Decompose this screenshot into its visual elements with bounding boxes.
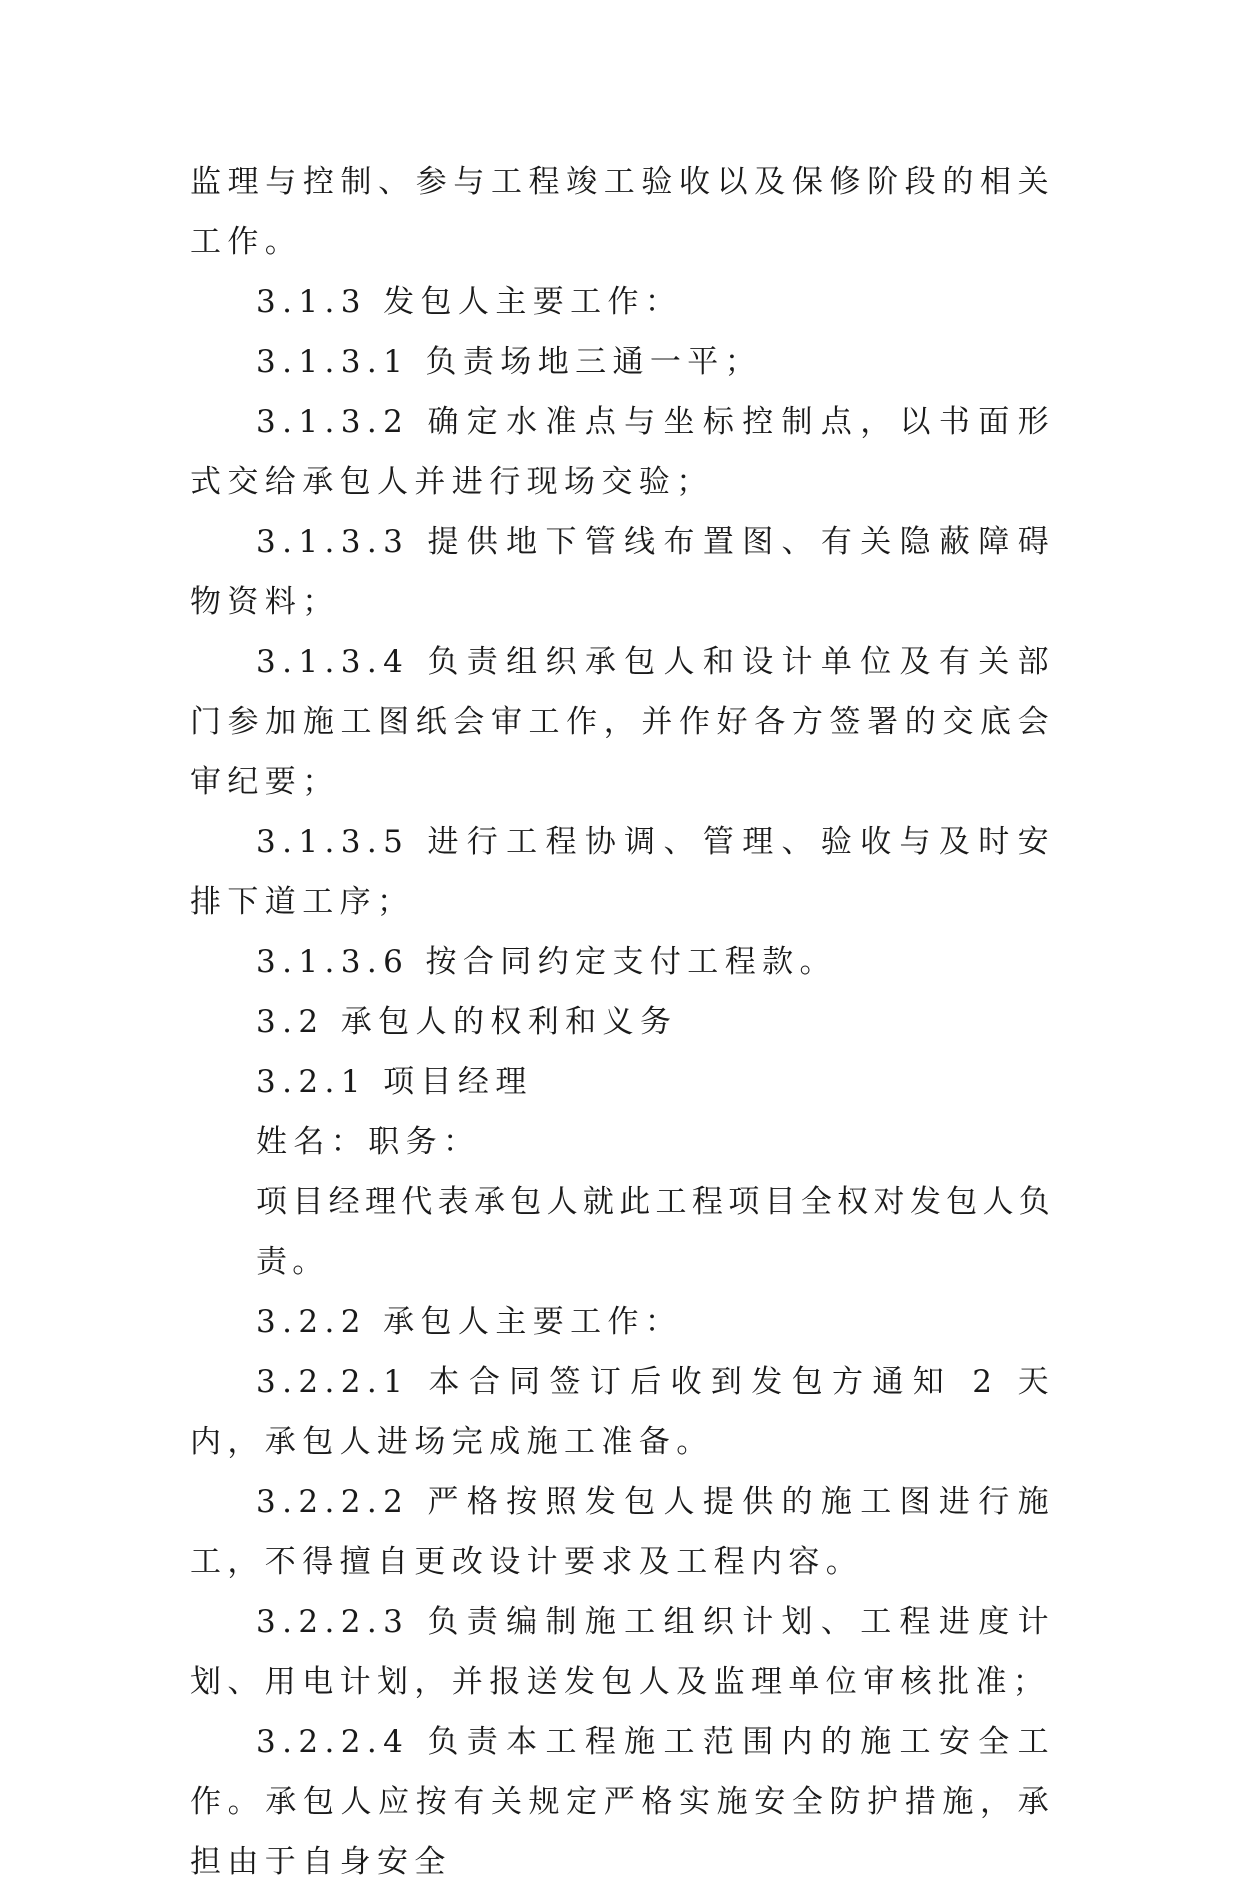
clause-3-1-3-3: 3.1.3.3 提供地下管线布置图、有关隐蔽障碍物资料； bbox=[190, 524, 1055, 620]
manager-responsibility: 项目经理代表承包人就此工程项目全权对发包人负责。 bbox=[256, 1184, 1055, 1280]
clause-3-1-3-5: 3.1.3.5 进行工程协调、管理、验收与及时安排下道工序； bbox=[190, 824, 1055, 920]
clause-3-1-3-6: 3.1.3.6 按合同约定支付工程款。 bbox=[256, 944, 837, 980]
paragraph-continuation: 监理与控制、参与工程竣工验收以及保修阶段的相关工作。 bbox=[190, 164, 1055, 260]
name-title-line: 姓名：职务： bbox=[256, 1124, 481, 1160]
heading-3-1-3: 3.1.3 发包人主要工作： bbox=[256, 284, 683, 320]
clause-3-1-3-2: 3.1.3.2 确定水准点与坐标控制点，以书面形式交给承包人并进行现场交验； bbox=[190, 404, 1055, 500]
clause-3-1-3-1: 3.1.3.1 负责场地三通一平； bbox=[256, 344, 763, 380]
clause-3-1-3-4: 3.1.3.4 负责组织承包人和设计单位及有关部门参加施工图纸会审工作，并作好各方签署的交底会审纪要； bbox=[190, 644, 1055, 800]
document-body bbox=[190, 152, 1055, 1892]
clause-3-2-2-3: 3.2.2.3 负责编制施工组织计划、工程进度计划、用电计划，并报送发包人及监理单位审核批准； bbox=[190, 1604, 1055, 1700]
heading-3-2: 3.2 承包人的权利和义务 bbox=[256, 1004, 678, 1040]
clause-3-2-2-2: 3.2.2.2 严格按照发包人提供的施工图进行施工，不得擅自更改设计要求及工程内容。 bbox=[190, 1484, 1055, 1580]
clause-3-2-2-1: 3.2.2.1 本合同签订后收到发包方通知 2 天内，承包人进场完成施工准备。 bbox=[190, 1364, 1055, 1460]
heading-3-2-1: 3.2.1 项目经理 bbox=[256, 1064, 533, 1100]
clause-3-2-2-4: 3.2.2.4 负责本工程施工范围内的施工安全工作。承包人应按有关规定严格实施安全防护措施，承担由于自身安全 bbox=[190, 1724, 1055, 1880]
heading-3-2-2: 3.2.2 承包人主要工作： bbox=[256, 1304, 683, 1340]
